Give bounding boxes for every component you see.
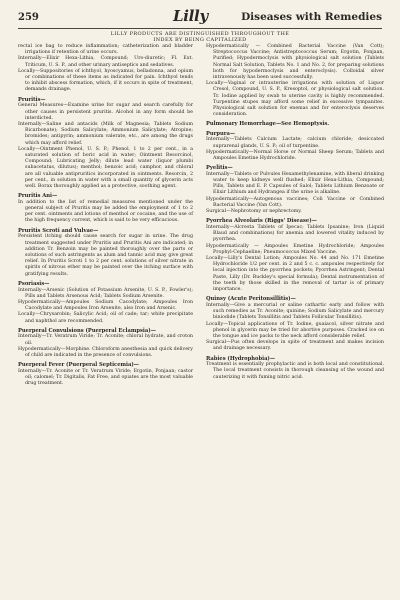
entry-paragraph: Internally—Tablets or Pulvules Hexamethylenamine, with liberal drinking water to keep kidneys well flushed; Elixir Hexa-Lithia, Compound; Pills, Tablets and E. P. Capsules of Salol; Tablets Lithium Benzoate or Elixir Lithium and Hydrangea if the urine is alkaline. <box>206 171 384 196</box>
entry-paragraph: Locally—Lilly's Dental Lotion; Ampoules No. 44 and No. 171 Emetine Hydrochloride 1/2 per cent. in 2 and 5 c. c. ampoules respectively for local injection into the pyorrhea pockets; Pyorrhea Astringent; Dental Paste, Lilly (Dr. Buckley's special formula); Dental instrumentation of the teeth by those skilled in the removal of tartar is of primary importance. <box>206 256 384 293</box>
running-title: Diseases with Remedies <box>241 11 382 23</box>
entry-paragraph: Internally—Arsenic (Solution of Potassium Arsenite, U. S. P., Fowler's); Pills and Tablets Arsenous Acid; Tablets Sodium Arsenite. <box>18 287 193 299</box>
index-note-line-1: LILLY PRODUCTS ARE DISTINGUISHED THROUGHOUT THE <box>110 31 290 37</box>
entry-paragraph: Hypodermatically—Morphine. Chloroform anesthesia and quick delivery of child are indicated in the presence of convulsions. <box>18 346 193 359</box>
section-heading: Pruritis Scroti and Vulvae— <box>18 227 99 234</box>
section-heading: Pyorrhea Alveolaris (Riggs' Disease)— <box>206 218 317 225</box>
section-heading: Psoriasis— <box>18 280 50 287</box>
entry-paragraph: Locally—Topical applications of Tr. Iodine, guaiacol, silver nitrate and phenol in glycerin may be tried for abortive purposes. Cracked ice on the tongue and ice packs to the neck afford considerable relief. <box>206 321 384 339</box>
entry-paragraph: Hypodermatically—Ampoules Sodium Cacodylate; Ampoules Iron Cacodylate and Ampoules Iron Arsenite, also Iron and Arsenic. <box>18 299 193 312</box>
entry-paragraph: Internally—Saline and antacids (Milk of Magnesia; Tablets Sodium Bicarbonate); Sodium Salicylate; Ammonium Salicylate; Atropine; bromides; antipyrin; ammonium valerate, etc., are among the drugs which may afford relief. <box>18 121 193 146</box>
entry-paragraph: Internally—Alcresta Tablets of Ipecac; Tablets Ipsanine; Iron (Liquid Blaud and combinations) for anemia and lowered vitality induced by pyorrhea. <box>206 224 384 243</box>
index-note <box>0 31 400 43</box>
page-number: 259 <box>18 11 39 23</box>
entry-paragraph: Internally—Tablets Calcium Lactate; calcium chloride; desiccated suprarenal glands, U. S. P.; oil of turpentine. <box>206 137 384 149</box>
entry-paragraph: Hypodermatically — Combined Bacterial Vaccine (Van Cott); Streptococcus Vaccine; Antistreptococcus Serum; Ergotin, Ponjaan, Purified; Hypodermoclysis with physiological salt solution (Tablets Normal Salt Solution, Tablets No. 1 and No. 2, for preparing solutions both for hypodermoclysis and enteroclysis). Colloidal silver intravenously has been used successfully. <box>206 44 384 81</box>
section-heading: Pruritis Ani— <box>18 193 58 200</box>
index-note-line-2: INDEX BY BEING CAPITALIZED <box>153 37 247 43</box>
section-heading: Puerperal Convulsions (Puerperal Eclampsia)— <box>18 327 156 334</box>
entry-paragraph: Internally—Give a mercurial or saline cathartic early and follow with such remedies as Tr. Aconite; quinine; Sodium Salicylate and mercury biniodide (Tablets Tonsillitis and Tablets Follicular Tonsillitis). <box>206 302 384 321</box>
entry-paragraph: Hypodermatically—Autogenous vaccines; Coli Vaccine or Combined Bacterial Vaccine (Van Cott). <box>206 196 384 208</box>
lilly-logo: Lilly <box>173 7 208 25</box>
entry-paragraph: Surgical—Nephrotomy or nephrectomy. <box>206 209 302 215</box>
entry-paragraph: Surgical—Pus often develops in spite of treatment and makes incision and drainage necessary. <box>206 340 384 352</box>
entry-paragraph: General Measures—Examine urine for sugar and search carefully for other causes in persistent pruritis. Alcohol in any form should be interdicted. <box>18 103 193 121</box>
entry-paragraph: Locally—Vaginal or intrauterine irrigations with solution of Liquor Cresol, Compound, U. S. P., Kresoptol, or physiological salt solution. Tr. Iodine applied by swab to uterine cavity is highly recommended. Turpentine stupes may afford some relief in excessive tympanites. Physiological salt solution for enemas and for enteroclysis deserves consideration. <box>206 81 384 118</box>
entry-paragraph: Hypodermatically — Ampoules Emetine Hydrochloride; Ampoules Prophyl-Cephaeline; Pneumococcus Mixed Vaccine. <box>206 243 384 255</box>
entry-paragraph: In addition to the list of remedial measures mentioned under the general subject of Pruritis may be added the employment of 1 to 2 per cent. ointments and lotions of menthol or cocaine, and the use of the high frequency current, which is said to be very efficacious. <box>18 199 193 224</box>
entry-paragraph: Treatment is essentially prophylactic and is both local and constitutional. The local treatment consists in thorough cleansing of the wound and cauterizing it with fuming nitric acid. <box>206 362 384 380</box>
page-header <box>18 6 382 29</box>
right-column <box>206 44 384 381</box>
entry-paragraph: Persistent itching should cause search for sugar in urine. The drug treatment suggested under Pruritis and Pruritis Ani are indicated; in addition Tr. Benzoin may be painted thoroughly over the parts or solutions of such astringents as alum and tannic acid may give great relief. In Pruritis Scroti 1 to 2 per cent. solutions of silver nitrate in spirits of nitrous ether may be painted over the itching surface with gratifying results. <box>18 234 193 277</box>
entry-paragraph: rectal ice bag to reduce inflammation; catheterization and bladder irrigations if retention of urine occurs. <box>18 44 193 56</box>
section-heading: Purpura— <box>206 130 236 137</box>
section-heading: Pruritis— <box>18 96 46 103</box>
entry-paragraph: Internally—Elixir Hexa-Lithia, Compound; Uro-diuretic; Fl. Ext. Triticum, U. S. P., and other urinary antiseptics and sedatives. <box>18 56 193 68</box>
section-heading: Quinsy (Acute Peritonsillitis)— <box>206 296 296 303</box>
entry-paragraph: Internally—Tr. Veratrum Viride; Tr. Aconite; chloral hydrate, and croton oil. <box>18 334 193 346</box>
section-heading: Rabies (Hydrophobia)— <box>206 355 276 362</box>
entry-paragraph: Hypodermatically—Normal Horse or Normal Sheep Serum; Tablets and Ampoules Emetine Hydrochloride. <box>206 149 384 161</box>
entry-paragraph: Locally—Chrysarobin; Salicylic Acid; oil of cade; tar; white precipitate and naphthol are recommended. <box>18 312 193 324</box>
entry-paragraph: Internally—Tr. Aconite or Tr. Veratrum Viride; Ergotin, Ponjaan; castor oil; calomel; Tr. Digitalis, Fat Free, and opiates are the most valuable drug treatment. <box>18 368 193 387</box>
left-column <box>18 44 193 388</box>
entry-paragraph: Locally—Suppositories of ichthyol, hyoscyamus, belladonna, and opium or combinations of these items as indicated for pain. Ichthyol tends to inhibit abscess formation, which, if it occurs in spite of treatment, demands drainage. <box>18 68 193 93</box>
entry-paragraph: Locally—Ointment Phenol, U. S. P.; Phenol, 1 to 2 per cent., in a saturated solution of boric acid in water; Ointment Resorcinol, Compound; Lubricating Jelly; dilute lead water (liquor plumbi subacetatus, dilutus); menthol; benzoic acid; camphor, and chloral are all valuable antipruritics incorporated in ointments. Resorcin, 2 per cent., in solution in water with a small quantity of glycerin acts well. Borax thoroughly applied as a protective, soothing agent. <box>18 146 193 189</box>
section-heading: Pyelitis— <box>206 165 233 172</box>
section-heading: Pulmonary Hemorrhage—See Hemoptysis. <box>206 121 330 128</box>
section-heading: Puerperal Fever (Puerperal Septicemia)— <box>18 362 139 369</box>
